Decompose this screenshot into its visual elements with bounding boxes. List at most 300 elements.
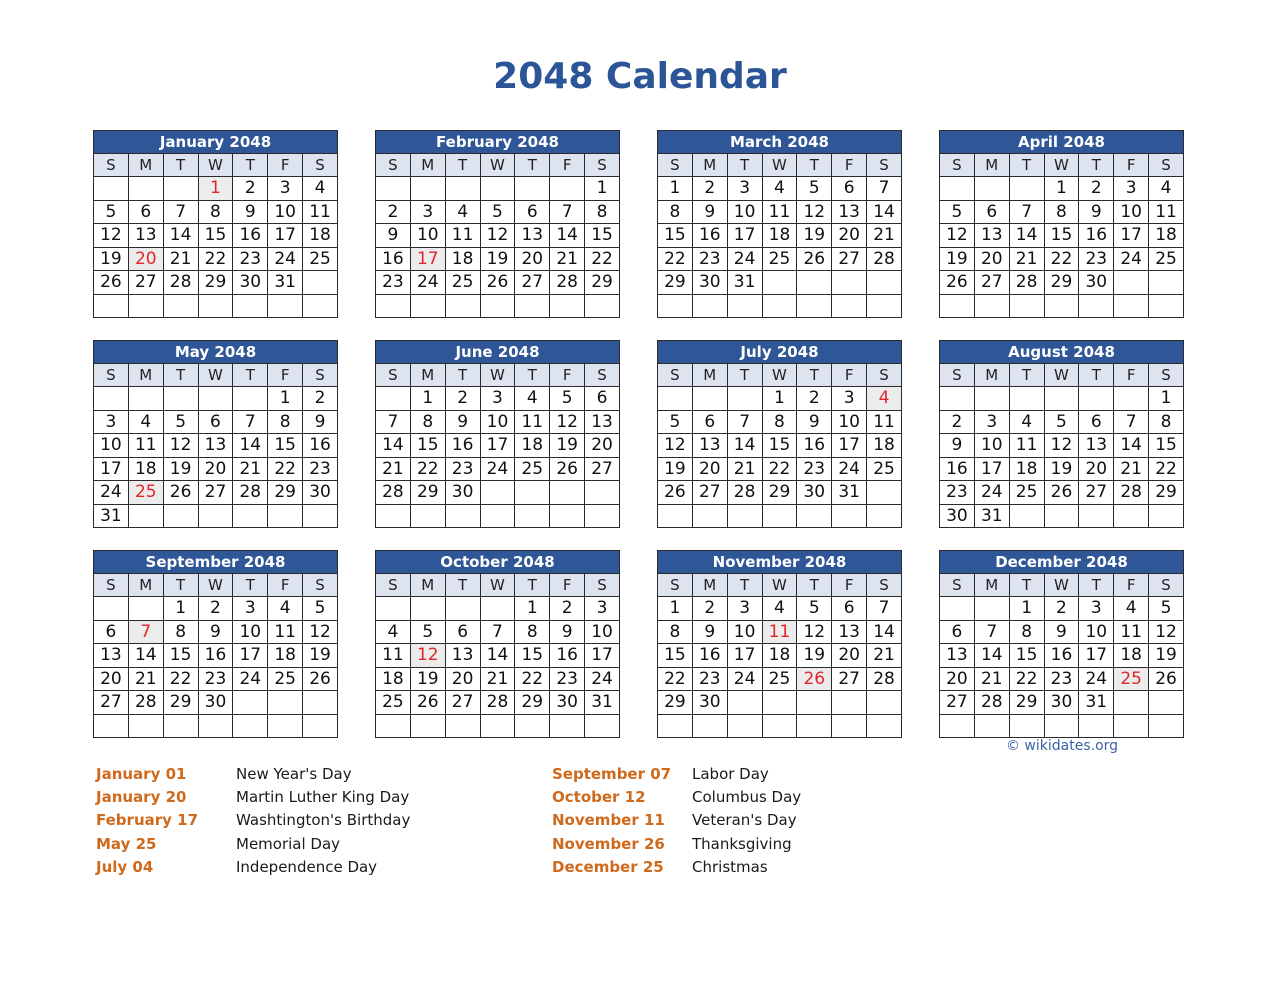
empty-day-cell xyxy=(727,714,762,738)
month-calendar xyxy=(657,130,902,318)
month-calendar xyxy=(93,340,338,528)
day-cell: 17 xyxy=(233,644,268,668)
day-cell: 4 xyxy=(445,200,480,224)
holiday-row xyxy=(552,785,801,808)
day-cell: 31 xyxy=(727,271,762,295)
empty-day-cell xyxy=(480,597,515,621)
day-cell: 21 xyxy=(1009,247,1044,271)
day-cell: 9 xyxy=(376,224,411,248)
day-cell: 16 xyxy=(940,457,975,481)
day-cell: 24 xyxy=(94,481,129,505)
day-cell: 22 xyxy=(515,667,550,691)
day-cell: 1 xyxy=(762,387,797,411)
holiday-day-cell: 12 xyxy=(410,644,445,668)
day-cell: 15 xyxy=(658,644,693,668)
weekday-label: T xyxy=(163,364,198,387)
weekday-label: T xyxy=(1079,364,1114,387)
day-cell: 7 xyxy=(867,597,902,621)
empty-day-cell xyxy=(233,387,268,411)
day-cell: 20 xyxy=(832,644,867,668)
empty-day-cell xyxy=(410,714,445,738)
day-cell: 21 xyxy=(727,457,762,481)
day-cell: 9 xyxy=(692,620,727,644)
empty-day-cell xyxy=(1114,504,1149,528)
day-cell: 8 xyxy=(1149,410,1184,434)
weekday-label: S xyxy=(867,154,902,177)
day-cell: 8 xyxy=(410,410,445,434)
empty-day-cell xyxy=(940,387,975,411)
day-cell: 7 xyxy=(233,410,268,434)
day-cell: 13 xyxy=(940,644,975,668)
empty-day-cell xyxy=(974,387,1009,411)
empty-day-cell xyxy=(94,387,129,411)
empty-day-cell xyxy=(1044,294,1079,318)
day-cell: 10 xyxy=(233,620,268,644)
empty-day-cell xyxy=(303,504,338,528)
weekday-label: W xyxy=(1044,154,1079,177)
month-title: July 2048 xyxy=(658,341,902,364)
weekday-label: W xyxy=(480,364,515,387)
empty-day-cell xyxy=(445,597,480,621)
day-cell: 15 xyxy=(410,434,445,458)
day-cell: 18 xyxy=(445,247,480,271)
weekday-label: S xyxy=(940,364,975,387)
empty-day-cell xyxy=(797,714,832,738)
day-cell: 15 xyxy=(1149,434,1184,458)
day-cell: 29 xyxy=(163,691,198,715)
empty-day-cell xyxy=(1114,691,1149,715)
day-cell: 11 xyxy=(128,434,163,458)
day-cell: 22 xyxy=(585,247,620,271)
month-title: October 2048 xyxy=(376,551,620,574)
day-cell: 3 xyxy=(268,177,303,201)
month-title: May 2048 xyxy=(94,341,338,364)
empty-day-cell xyxy=(1149,271,1184,295)
weekday-label: M xyxy=(410,574,445,597)
holiday-row xyxy=(552,832,801,855)
day-cell: 27 xyxy=(692,481,727,505)
day-cell: 13 xyxy=(128,224,163,248)
day-cell: 25 xyxy=(762,247,797,271)
day-cell: 25 xyxy=(762,667,797,691)
day-cell: 15 xyxy=(1009,644,1044,668)
day-cell: 1 xyxy=(585,177,620,201)
day-cell: 30 xyxy=(797,481,832,505)
weekday-label: S xyxy=(303,154,338,177)
day-cell: 12 xyxy=(797,200,832,224)
day-cell: 5 xyxy=(940,200,975,224)
day-cell: 27 xyxy=(94,691,129,715)
weekday-label: F xyxy=(832,574,867,597)
day-cell: 25 xyxy=(1149,247,1184,271)
empty-day-cell xyxy=(94,177,129,201)
day-cell: 21 xyxy=(233,457,268,481)
day-cell: 20 xyxy=(445,667,480,691)
weekday-label: W xyxy=(198,154,233,177)
empty-day-cell xyxy=(974,714,1009,738)
empty-day-cell xyxy=(410,597,445,621)
day-cell: 27 xyxy=(832,667,867,691)
day-cell: 12 xyxy=(940,224,975,248)
day-cell: 29 xyxy=(1009,691,1044,715)
day-cell: 18 xyxy=(762,644,797,668)
weekday-label: M xyxy=(128,154,163,177)
empty-day-cell xyxy=(940,294,975,318)
holiday-day-cell: 25 xyxy=(128,481,163,505)
day-cell: 4 xyxy=(303,177,338,201)
weekday-label: T xyxy=(727,574,762,597)
weekday-label: S xyxy=(1149,154,1184,177)
weekday-label: T xyxy=(515,574,550,597)
empty-day-cell xyxy=(480,294,515,318)
weekday-label: T xyxy=(233,364,268,387)
day-cell: 22 xyxy=(198,247,233,271)
day-cell: 2 xyxy=(692,177,727,201)
day-cell: 4 xyxy=(1114,597,1149,621)
day-cell: 19 xyxy=(303,644,338,668)
day-cell: 21 xyxy=(867,224,902,248)
day-cell: 15 xyxy=(198,224,233,248)
empty-day-cell xyxy=(658,387,693,411)
day-cell: 10 xyxy=(1079,620,1114,644)
empty-day-cell xyxy=(410,294,445,318)
day-cell: 20 xyxy=(585,434,620,458)
empty-day-cell xyxy=(480,504,515,528)
empty-day-cell xyxy=(198,387,233,411)
empty-day-cell xyxy=(1044,387,1079,411)
empty-day-cell xyxy=(233,691,268,715)
day-cell: 17 xyxy=(974,457,1009,481)
day-cell: 16 xyxy=(445,434,480,458)
day-cell: 19 xyxy=(94,247,129,271)
day-cell: 10 xyxy=(585,620,620,644)
empty-day-cell xyxy=(233,504,268,528)
day-cell: 11 xyxy=(515,410,550,434)
day-cell: 24 xyxy=(1079,667,1114,691)
day-cell: 28 xyxy=(128,691,163,715)
weekday-label: M xyxy=(692,364,727,387)
day-cell: 22 xyxy=(762,457,797,481)
empty-day-cell xyxy=(867,481,902,505)
empty-day-cell xyxy=(940,177,975,201)
day-cell: 12 xyxy=(797,620,832,644)
holiday-date: January 01 xyxy=(96,764,187,783)
holiday-date: October 12 xyxy=(552,787,646,806)
empty-day-cell xyxy=(550,177,585,201)
day-cell: 20 xyxy=(1079,457,1114,481)
day-cell: 10 xyxy=(410,224,445,248)
day-cell: 13 xyxy=(1079,434,1114,458)
empty-day-cell xyxy=(1079,294,1114,318)
day-cell: 4 xyxy=(128,410,163,434)
empty-day-cell xyxy=(797,271,832,295)
day-cell: 21 xyxy=(550,247,585,271)
day-cell: 4 xyxy=(1149,177,1184,201)
day-cell: 17 xyxy=(1114,224,1149,248)
day-cell: 26 xyxy=(94,271,129,295)
empty-day-cell xyxy=(445,504,480,528)
day-cell: 8 xyxy=(1009,620,1044,644)
holiday-name: Columbus Day xyxy=(692,787,802,806)
empty-day-cell xyxy=(585,481,620,505)
day-cell: 10 xyxy=(1114,200,1149,224)
weekday-label: S xyxy=(585,574,620,597)
day-cell: 23 xyxy=(550,667,585,691)
day-cell: 26 xyxy=(163,481,198,505)
day-cell: 20 xyxy=(692,457,727,481)
day-cell: 26 xyxy=(303,667,338,691)
weekday-label: T xyxy=(797,154,832,177)
day-cell: 23 xyxy=(303,457,338,481)
day-cell: 27 xyxy=(198,481,233,505)
holiday-list-left xyxy=(96,762,410,878)
empty-day-cell xyxy=(1079,504,1114,528)
day-cell: 21 xyxy=(867,644,902,668)
empty-day-cell xyxy=(762,271,797,295)
empty-day-cell xyxy=(268,691,303,715)
day-cell: 27 xyxy=(585,457,620,481)
month-calendar xyxy=(939,340,1184,528)
day-cell: 5 xyxy=(658,410,693,434)
day-cell: 24 xyxy=(233,667,268,691)
day-cell: 7 xyxy=(867,177,902,201)
day-cell: 23 xyxy=(1044,667,1079,691)
empty-day-cell xyxy=(268,504,303,528)
empty-day-cell xyxy=(762,714,797,738)
empty-day-cell xyxy=(727,504,762,528)
day-cell: 3 xyxy=(480,387,515,411)
day-cell: 4 xyxy=(1009,410,1044,434)
weekday-label: F xyxy=(832,364,867,387)
day-cell: 18 xyxy=(867,434,902,458)
day-cell: 17 xyxy=(94,457,129,481)
weekday-label: M xyxy=(974,154,1009,177)
day-cell: 15 xyxy=(515,644,550,668)
day-cell: 2 xyxy=(1079,177,1114,201)
day-cell: 18 xyxy=(1114,644,1149,668)
empty-day-cell xyxy=(550,714,585,738)
day-cell: 19 xyxy=(797,644,832,668)
day-cell: 15 xyxy=(658,224,693,248)
day-cell: 12 xyxy=(550,410,585,434)
weekday-label: W xyxy=(762,574,797,597)
empty-day-cell xyxy=(867,691,902,715)
day-cell: 2 xyxy=(797,387,832,411)
weekday-label: S xyxy=(303,574,338,597)
day-cell: 14 xyxy=(480,644,515,668)
weekday-label: T xyxy=(163,154,198,177)
day-cell: 23 xyxy=(797,457,832,481)
day-cell: 11 xyxy=(1009,434,1044,458)
holiday-date: January 20 xyxy=(96,787,187,806)
month-calendar xyxy=(93,130,338,318)
day-cell: 18 xyxy=(128,457,163,481)
weekday-label: W xyxy=(198,574,233,597)
weekday-label: T xyxy=(515,154,550,177)
day-cell: 4 xyxy=(762,177,797,201)
day-cell: 29 xyxy=(268,481,303,505)
day-cell: 14 xyxy=(867,200,902,224)
empty-day-cell xyxy=(692,387,727,411)
empty-day-cell xyxy=(1114,271,1149,295)
day-cell: 20 xyxy=(198,457,233,481)
empty-day-cell xyxy=(1079,714,1114,738)
day-cell: 19 xyxy=(550,434,585,458)
day-cell: 23 xyxy=(233,247,268,271)
day-cell: 20 xyxy=(832,224,867,248)
day-cell: 29 xyxy=(658,691,693,715)
day-cell: 26 xyxy=(480,271,515,295)
month-title: November 2048 xyxy=(658,551,902,574)
day-cell: 31 xyxy=(585,691,620,715)
day-cell: 17 xyxy=(268,224,303,248)
day-cell: 12 xyxy=(658,434,693,458)
day-cell: 26 xyxy=(658,481,693,505)
day-cell: 8 xyxy=(268,410,303,434)
day-cell: 19 xyxy=(410,667,445,691)
day-cell: 12 xyxy=(94,224,129,248)
day-cell: 21 xyxy=(1114,457,1149,481)
day-cell: 26 xyxy=(1149,667,1184,691)
empty-day-cell xyxy=(974,177,1009,201)
weekday-label: T xyxy=(797,574,832,597)
day-cell: 15 xyxy=(1044,224,1079,248)
day-cell: 12 xyxy=(1149,620,1184,644)
day-cell: 29 xyxy=(1149,481,1184,505)
empty-day-cell xyxy=(762,504,797,528)
empty-day-cell xyxy=(727,387,762,411)
day-cell: 19 xyxy=(658,457,693,481)
holiday-row xyxy=(96,785,410,808)
day-cell: 25 xyxy=(515,457,550,481)
empty-day-cell xyxy=(515,714,550,738)
weekday-label: W xyxy=(1044,574,1079,597)
day-cell: 26 xyxy=(940,271,975,295)
empty-day-cell xyxy=(797,504,832,528)
empty-day-cell xyxy=(585,294,620,318)
day-cell: 3 xyxy=(727,597,762,621)
empty-day-cell xyxy=(867,504,902,528)
day-cell: 2 xyxy=(376,200,411,224)
day-cell: 23 xyxy=(1079,247,1114,271)
month-calendar xyxy=(93,550,338,738)
day-cell: 16 xyxy=(692,224,727,248)
day-cell: 11 xyxy=(303,200,338,224)
day-cell: 28 xyxy=(163,271,198,295)
day-cell: 24 xyxy=(585,667,620,691)
day-cell: 28 xyxy=(974,691,1009,715)
day-cell: 17 xyxy=(480,434,515,458)
day-cell: 7 xyxy=(163,200,198,224)
day-cell: 6 xyxy=(515,200,550,224)
weekday-label: F xyxy=(550,154,585,177)
weekday-label: S xyxy=(94,574,129,597)
empty-day-cell xyxy=(1149,504,1184,528)
empty-day-cell xyxy=(1009,294,1044,318)
empty-day-cell xyxy=(658,294,693,318)
day-cell: 5 xyxy=(550,387,585,411)
empty-day-cell xyxy=(128,177,163,201)
empty-day-cell xyxy=(585,504,620,528)
weekday-label: M xyxy=(692,574,727,597)
day-cell: 21 xyxy=(974,667,1009,691)
empty-day-cell xyxy=(832,294,867,318)
day-cell: 3 xyxy=(1079,597,1114,621)
day-cell: 21 xyxy=(376,457,411,481)
day-cell: 29 xyxy=(410,481,445,505)
empty-day-cell xyxy=(303,271,338,295)
day-cell: 25 xyxy=(445,271,480,295)
day-cell: 29 xyxy=(585,271,620,295)
empty-day-cell xyxy=(198,504,233,528)
day-cell: 24 xyxy=(727,667,762,691)
day-cell: 29 xyxy=(762,481,797,505)
day-cell: 8 xyxy=(658,200,693,224)
day-cell: 9 xyxy=(940,434,975,458)
day-cell: 3 xyxy=(727,177,762,201)
day-cell: 25 xyxy=(1009,481,1044,505)
day-cell: 1 xyxy=(658,177,693,201)
copyright-link[interactable]: © wikidates.org xyxy=(1005,738,1119,754)
day-cell: 4 xyxy=(376,620,411,644)
day-cell: 11 xyxy=(445,224,480,248)
month-title: January 2048 xyxy=(94,131,338,154)
weekday-label: F xyxy=(1114,574,1149,597)
day-cell: 27 xyxy=(515,271,550,295)
month-title: September 2048 xyxy=(94,551,338,574)
weekday-label: F xyxy=(268,574,303,597)
month-calendar xyxy=(657,340,902,528)
empty-day-cell xyxy=(163,294,198,318)
day-cell: 25 xyxy=(303,247,338,271)
weekday-label: F xyxy=(1114,154,1149,177)
day-cell: 27 xyxy=(445,691,480,715)
day-cell: 18 xyxy=(1009,457,1044,481)
day-cell: 13 xyxy=(515,224,550,248)
day-cell: 23 xyxy=(445,457,480,481)
empty-day-cell xyxy=(376,597,411,621)
day-cell: 21 xyxy=(128,667,163,691)
weekday-label: S xyxy=(585,154,620,177)
day-cell: 9 xyxy=(550,620,585,644)
holiday-row xyxy=(96,832,410,855)
holiday-row xyxy=(552,762,801,785)
day-cell: 24 xyxy=(974,481,1009,505)
empty-day-cell xyxy=(832,504,867,528)
weekday-label: S xyxy=(658,364,693,387)
day-cell: 11 xyxy=(1114,620,1149,644)
day-cell: 6 xyxy=(832,177,867,201)
empty-day-cell xyxy=(128,714,163,738)
holiday-name: Memorial Day xyxy=(236,834,341,853)
weekday-label: W xyxy=(762,154,797,177)
day-cell: 28 xyxy=(1009,271,1044,295)
day-cell: 1 xyxy=(1149,387,1184,411)
day-cell: 11 xyxy=(762,200,797,224)
empty-day-cell xyxy=(376,294,411,318)
day-cell: 15 xyxy=(268,434,303,458)
weekday-label: M xyxy=(974,364,1009,387)
empty-day-cell xyxy=(692,294,727,318)
day-cell: 8 xyxy=(658,620,693,644)
day-cell: 22 xyxy=(1149,457,1184,481)
day-cell: 16 xyxy=(233,224,268,248)
day-cell: 9 xyxy=(303,410,338,434)
day-cell: 30 xyxy=(692,691,727,715)
day-cell: 30 xyxy=(303,481,338,505)
empty-day-cell xyxy=(410,504,445,528)
day-cell: 30 xyxy=(692,271,727,295)
